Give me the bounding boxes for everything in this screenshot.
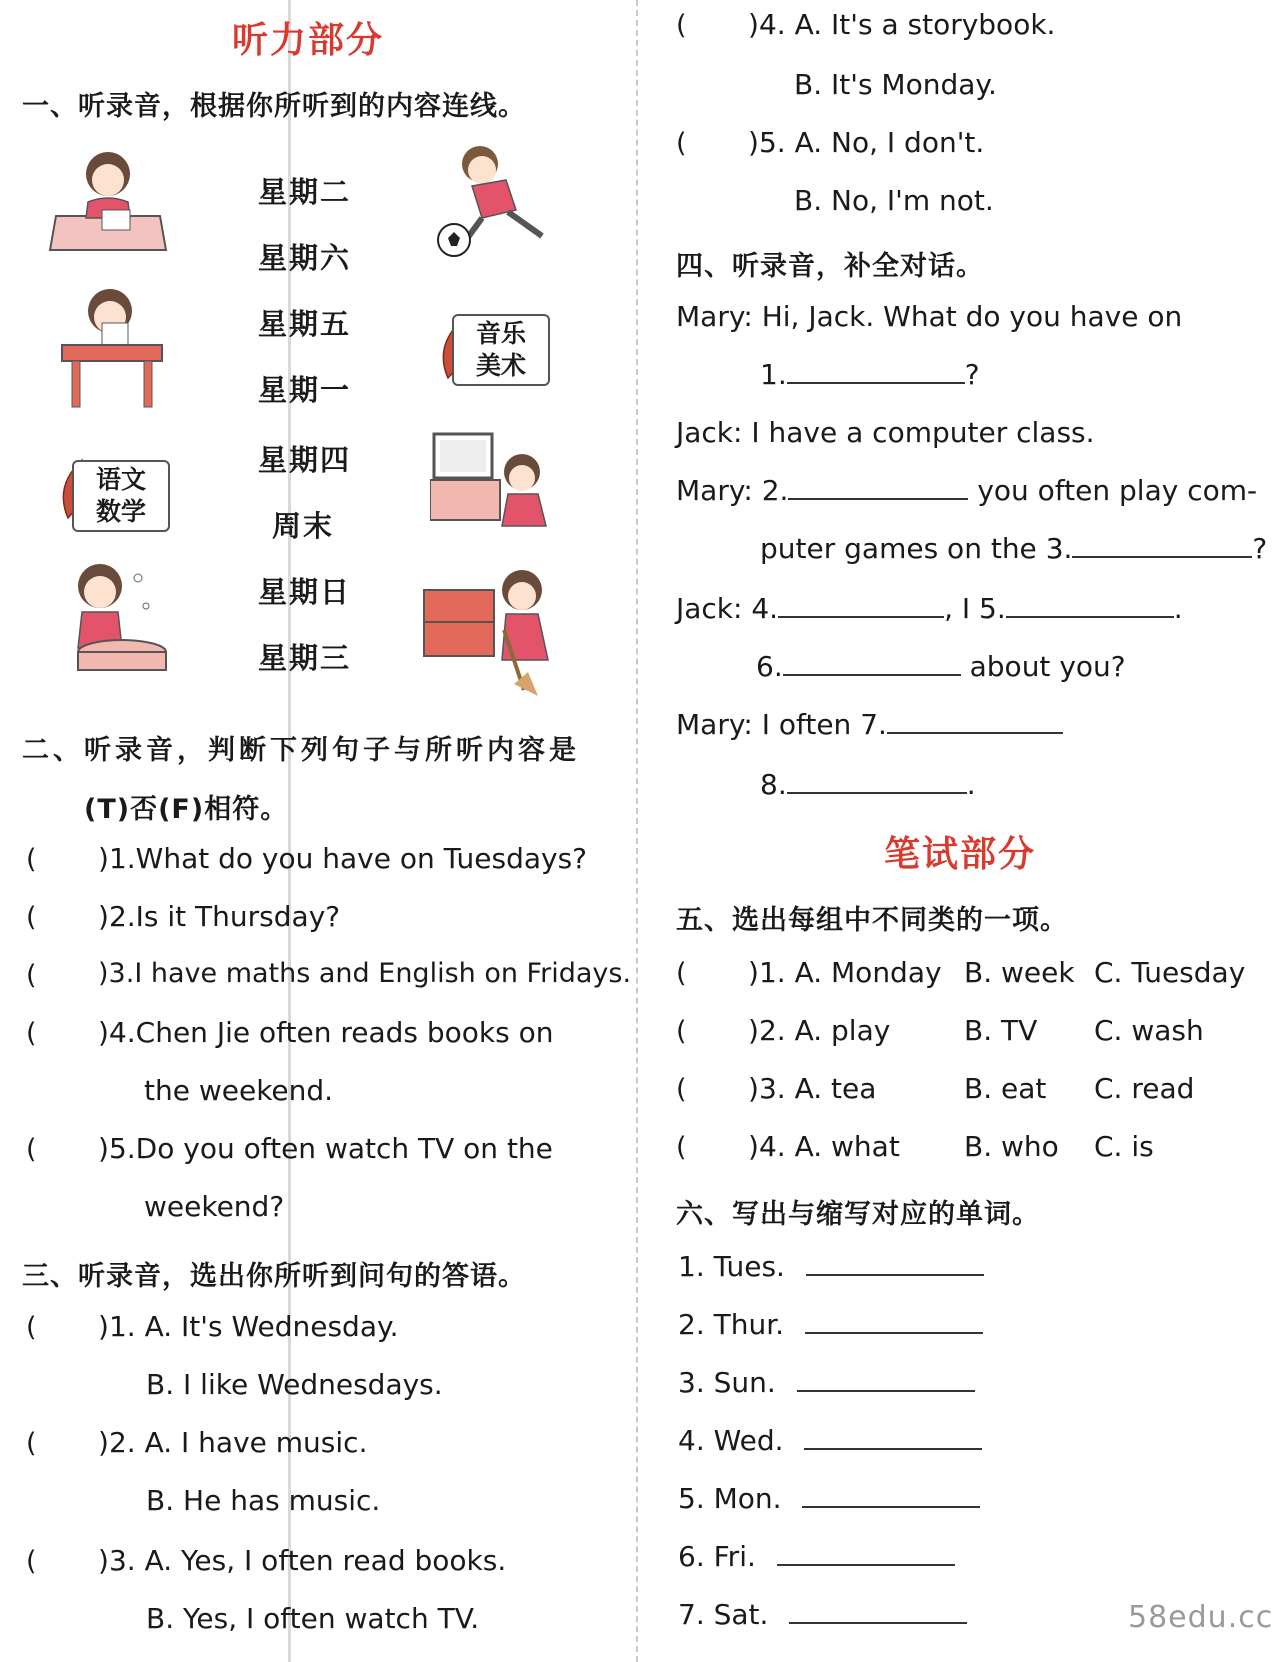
- chinese-maths-label-box: [72, 460, 170, 532]
- dialogue-line-9: 8. .: [760, 768, 976, 801]
- section-4-heading: 四、听录音，补全对话。: [676, 251, 984, 282]
- answer-paren-open[interactable]: (: [676, 1132, 687, 1163]
- blank-3[interactable]: [1072, 554, 1252, 558]
- day-label: 星期三: [258, 641, 352, 675]
- day-label: 星期一: [258, 373, 352, 407]
- answer-paren-open[interactable]: (: [676, 1016, 687, 1047]
- section-1-heading: 一、听录音，根据你所听到的内容连线。: [22, 91, 526, 122]
- answer-paren-open[interactable]: (: [26, 960, 37, 991]
- s5-row-1-a: )1. A. Monday: [748, 956, 942, 989]
- answer-paren-open[interactable]: (: [26, 844, 37, 875]
- girl-watching-tv-illustration: [430, 430, 565, 540]
- s2-item-4: )4.Chen Jie often reads books on: [98, 1016, 554, 1049]
- abbr-blank[interactable]: [789, 1620, 967, 1624]
- label-art: 美术: [475, 351, 526, 380]
- answer-paren-open[interactable]: (: [26, 1546, 37, 1577]
- dialogue-line-8: Mary: I often 7.: [676, 708, 1063, 741]
- day-label: 星期四: [258, 443, 352, 477]
- answer-paren-open[interactable]: (: [26, 902, 37, 933]
- abbr-blank[interactable]: [806, 1272, 984, 1276]
- s5-row-1-c: C. Tuesday: [1094, 956, 1246, 989]
- s2-item-5-cont: weekend?: [144, 1190, 285, 1223]
- s5-row-4-a: )4. A. what: [748, 1130, 900, 1163]
- s3-item-2-b: B. He has music.: [146, 1484, 381, 1517]
- s3-item-1-b: B. I like Wednesdays.: [146, 1368, 443, 1401]
- answer-paren-open[interactable]: (: [676, 128, 687, 159]
- section-2-heading: 二、听录音，判断下列句子与所听内容是: [22, 735, 580, 766]
- dialogue-line-1: Mary: Hi, Jack. What do you have on: [676, 300, 1183, 333]
- day-label: 星期二: [258, 175, 352, 209]
- s5-row-3-b: B. eat: [964, 1072, 1047, 1105]
- day-label: 星期日: [258, 575, 352, 609]
- abbr-item-1: 1. Tues.: [678, 1250, 984, 1283]
- listening-section-title: 听力部分: [232, 20, 385, 61]
- blank-4[interactable]: [778, 614, 944, 618]
- dialogue-line-6: Jack: 4. , I 5. .: [676, 592, 1183, 625]
- s5-row-2-c: C. wash: [1094, 1014, 1204, 1047]
- abbr-item-7: 7. Sat.: [678, 1598, 967, 1631]
- girl-reading-illustration: [58, 283, 168, 413]
- s5-row-4-b: B. who: [964, 1130, 1059, 1163]
- blank-8[interactable]: [787, 790, 967, 794]
- abbr-item-6: 6. Fri.: [678, 1540, 955, 1573]
- s2-item-2: )2.Is it Thursday?: [98, 900, 341, 933]
- dialogue-line-2: 1. ?: [760, 358, 980, 391]
- answer-paren-open[interactable]: (: [676, 10, 687, 41]
- s2-item-1: )1.What do you have on Tuesdays?: [98, 842, 588, 875]
- boy-playing-football-illustration: [432, 140, 562, 265]
- s5-row-4-c: C. is: [1094, 1130, 1154, 1163]
- girl-sweeping-illustration: [422, 560, 562, 700]
- abbr-blank[interactable]: [802, 1504, 980, 1508]
- section-6-heading: 六、写出与缩写对应的单词。: [676, 1199, 1040, 1230]
- s5-row-3-c: C. read: [1094, 1072, 1195, 1105]
- abbr-item-2: 2. Thur.: [678, 1308, 983, 1341]
- label-chinese: 语文: [95, 465, 146, 494]
- blank-2[interactable]: [788, 496, 968, 500]
- s5-row-2-b: B. TV: [964, 1014, 1038, 1047]
- label-music: 音乐: [475, 319, 526, 348]
- site-watermark: 58edu.cc: [1128, 1600, 1274, 1635]
- abbr-blank[interactable]: [777, 1562, 955, 1566]
- blank-6[interactable]: [783, 672, 961, 676]
- written-section-title: 笔试部分: [884, 834, 1037, 875]
- answer-paren-open[interactable]: (: [26, 1312, 37, 1343]
- abbr-blank[interactable]: [805, 1330, 983, 1334]
- answer-paren-open[interactable]: (: [676, 1074, 687, 1105]
- s3-item-4-b: B. It's Monday.: [794, 68, 997, 101]
- s3-item-1-a: )1. A. It's Wednesday.: [98, 1310, 399, 1343]
- section-2-heading-cont: (T)否(F)相符。: [84, 794, 289, 825]
- dialogue-line-4: Mary: 2. you often play com-: [676, 474, 1258, 507]
- day-label: 星期五: [258, 307, 352, 341]
- label-maths: 数学: [95, 497, 146, 526]
- s5-row-2-a: )2. A. play: [748, 1014, 891, 1047]
- abbr-item-4: 4. Wed.: [678, 1424, 982, 1457]
- abbr-blank[interactable]: [797, 1388, 975, 1392]
- s3-item-3-b: B. Yes, I often watch TV.: [146, 1602, 480, 1635]
- dialogue-line-5: puter games on the 3. ?: [760, 532, 1268, 565]
- column-divider: [636, 0, 638, 1662]
- blank-1[interactable]: [787, 380, 965, 384]
- s3-item-4-a: )4. A. It's a storybook.: [748, 8, 1056, 41]
- answer-paren-open[interactable]: (: [676, 958, 687, 989]
- blank-5[interactable]: [1006, 614, 1174, 618]
- s3-item-5-a: )5. A. No, I don't.: [748, 126, 985, 159]
- day-label: 星期六: [258, 241, 352, 275]
- s2-item-3: )3.I have maths and English on Fridays.: [98, 958, 632, 989]
- s2-item-5: )5.Do you often watch TV on the: [98, 1132, 553, 1165]
- dialogue-line-7: 6. about you?: [756, 650, 1126, 683]
- blank-7[interactable]: [887, 730, 1063, 734]
- answer-paren-open[interactable]: (: [26, 1134, 37, 1165]
- abbr-item-5: 5. Mon.: [678, 1482, 980, 1515]
- abbr-blank[interactable]: [804, 1446, 982, 1450]
- answer-paren-open[interactable]: (: [26, 1018, 37, 1049]
- s3-item-2-a: )2. A. I have music.: [98, 1426, 368, 1459]
- s5-row-3-a: )3. A. tea: [748, 1072, 877, 1105]
- girl-washing-illustration: [52, 560, 172, 680]
- s2-item-4-cont: the weekend.: [144, 1074, 334, 1107]
- abbr-item-3: 3. Sun.: [678, 1366, 975, 1399]
- music-art-label-box: [452, 314, 550, 386]
- girl-writing-illustration: [48, 146, 168, 256]
- s3-item-3-a: )3. A. Yes, I often read books.: [98, 1544, 507, 1577]
- day-label: 周末: [272, 509, 335, 543]
- dialogue-line-3: Jack: I have a computer class.: [676, 416, 1095, 449]
- s3-item-5-b: B. No, I'm not.: [794, 184, 994, 217]
- answer-paren-open[interactable]: (: [26, 1428, 37, 1459]
- section-5-heading: 五、选出每组中不同类的一项。: [676, 905, 1068, 936]
- section-3-heading: 三、听录音，选出你所听到问句的答语。: [22, 1261, 526, 1292]
- s5-row-1-b: B. week: [964, 956, 1075, 989]
